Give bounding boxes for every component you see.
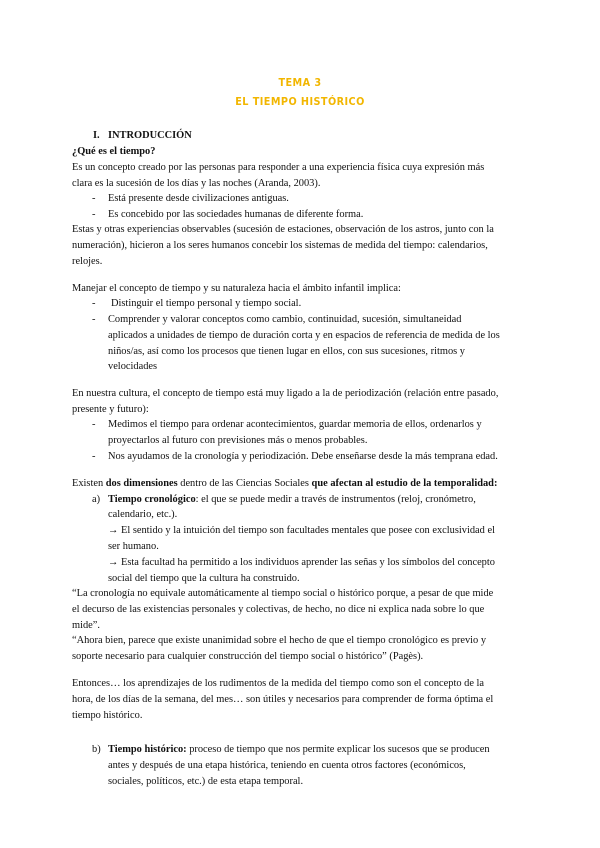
quote-line: el decurso de las existencias personales y colectivas, de hecho, no dice ni explica nada sobre lo que [72, 604, 485, 615]
bold-run: que afectan al estudio de la temporalidad: [311, 478, 498, 489]
section-number: I. [93, 130, 100, 141]
bullet-text: Nos ayudamos de la cronología y periodización. Debe enseñarse desde la más temprana edad. [108, 451, 498, 462]
quote-line: “Ahora bien, parece que existe unanimidad sobre el hecho de que el tiempo cronológico es previo y [72, 635, 487, 646]
paragraph-line: presente y futuro): [72, 404, 149, 415]
arrow-line: ser humano. [108, 541, 159, 552]
arrow-line: → El sentido y la intuición del tiempo son facultades mentales que posee con exclusividad el [108, 525, 495, 536]
bold-run: Tiempo histórico: [108, 744, 187, 755]
list-item-line: antes y después de una etapa histórica, teniendo en cuenta otros factores (económicos, [108, 760, 466, 771]
paragraph-line: Manejar el concepto de tiempo y su naturaleza hacia el ámbito infantil implica: [72, 283, 401, 294]
list-item-line [108, 492, 476, 508]
bullet-dash: - [92, 451, 96, 462]
bullet-text: Comprender y valorar conceptos como cambio, continuidad, sucesión, simultaneidad [108, 314, 462, 325]
bold-run: Tiempo cronológico [108, 494, 196, 505]
document-title: EL TIEMPO HISTÓRICO [235, 95, 365, 108]
arrow-line: social del tiempo que la cultura ha construido. [108, 573, 300, 584]
paragraph-line: Es un concepto creado por las personas para responder a una experiencia física cuya expresión más [72, 162, 485, 173]
text-run: Existen [72, 478, 106, 489]
bullet-text: Está presente desde civilizaciones antiguas. [108, 193, 289, 204]
section-heading: INTRODUCCIÓN [108, 130, 192, 141]
paragraph-line: relojes. [72, 256, 103, 267]
topic-number: TEMA 3 [278, 76, 322, 89]
list-item-line [108, 742, 490, 758]
bullet-text: aplicados a unidades de tiempo de duración corta y en espacios de referencia de medida de los [108, 330, 500, 341]
paragraph-line [72, 476, 497, 492]
bold-run: dos dimensiones [105, 478, 178, 489]
bullet-text: velocidades [108, 361, 158, 372]
paragraph-line: numeración), hicieron a los seres humanos concebir los sistemas de medida del tiempo: calendarios, [72, 240, 488, 251]
bullet-text: proyectarlos al futuro con previsiones más o menos probables. [108, 435, 368, 446]
paragraph-line: Estas y otras experiencias observables (sucesión de estaciones, observación de los astros, junto con la [72, 224, 494, 235]
bullet-text: niños/as, así como los procesos que tienen lugar en ellos, con sus sucesiones, ritmos y [108, 346, 465, 357]
bullet-dash: - [92, 193, 96, 204]
quote-line: soporte necesario para cualquier construcción del tiempo social o histórico” (Pagès). [72, 651, 424, 662]
bullet-dash: - [92, 419, 96, 430]
bullet-text: Medimos el tiempo para ordenar acontecimientos, guardar memoria de ellos, ordenarlos y [108, 419, 482, 430]
paragraph-line: clara es la sucesión de los días y las noches (Aranda, 2003). [72, 178, 321, 189]
bullet-text: Distinguir el tiempo personal y tiempo social. [111, 298, 302, 309]
text-run: proceso de tiempo que nos permite explicar los sucesos que se producen [186, 744, 490, 755]
question-heading: ¿Qué es el tiempo? [72, 146, 156, 157]
paragraph-line: hora, de los días de la semana, del mes… son útiles y necesarios para comprender de forma óptima el [72, 694, 494, 705]
bullet-text: Es concebido por las sociedades humanas de diferente forma. [108, 209, 364, 220]
quote-line: mide”. [72, 620, 100, 631]
bullet-dash: - [92, 209, 96, 220]
quote-line: “La cronología no equivale automáticamente al tiempo social o histórico porque, a pesar de que mide [72, 588, 494, 599]
bullet-dash: - [92, 298, 96, 309]
list-marker: a) [92, 494, 101, 505]
paragraph-line: Entonces… los aprendizajes de los rudimentos de la medida del tiempo como son el concepto de la [72, 678, 485, 689]
text-run: : el que se puede medir a través de instrumentos (reloj, cronómetro, [195, 494, 476, 505]
arrow-line: → Esta facultad ha permitido a los individuos aprender las señas y los símbolos del concepto [108, 557, 495, 568]
paragraph-line: tiempo histórico. [72, 710, 143, 721]
list-marker: b) [92, 744, 101, 755]
bullet-dash: - [92, 314, 96, 325]
text-run: dentro de las Ciencias Sociales [177, 478, 312, 489]
paragraph-line: En nuestra cultura, el concepto de tiempo está muy ligado a la de periodización (relación entre pasado, [72, 388, 499, 399]
list-item-line: sociales, políticos, etc.) de esta etapa temporal. [108, 776, 304, 787]
list-item-line: calendario, etc.). [108, 509, 178, 520]
